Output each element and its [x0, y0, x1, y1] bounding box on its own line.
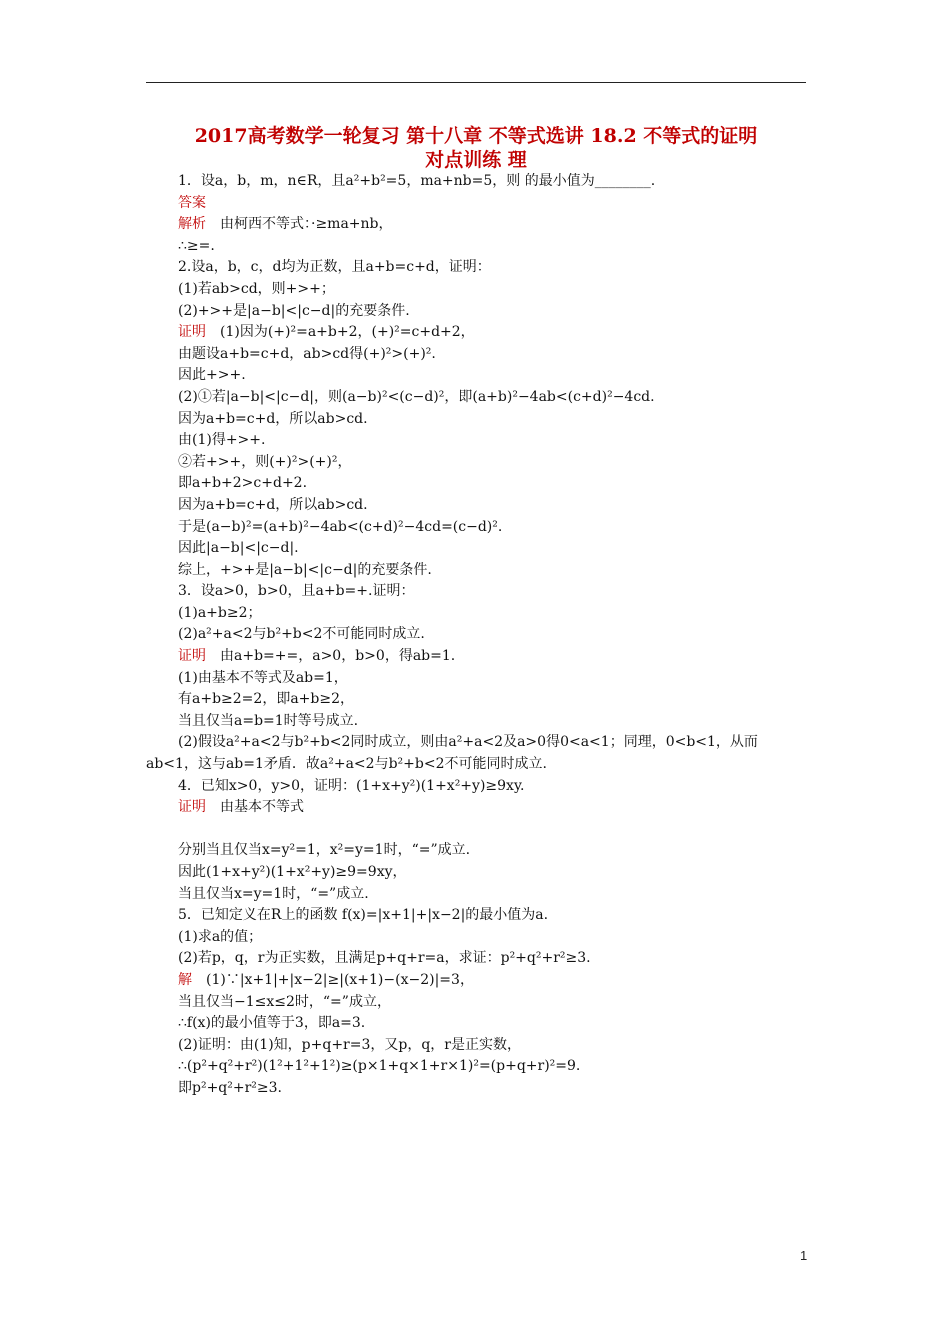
- line-text: 2.设a，b，c，d均为正数，且a+b=c+d，证明：: [178, 259, 491, 276]
- document-title: 2017高考数学一轮复习 第十八章 不等式选讲 18.2 不等式的证明: [194, 125, 758, 147]
- line-text: ∴f(x)的最小值等于3，即a=3.: [178, 1015, 366, 1032]
- text-line: [178, 214, 806, 236]
- line-text: 由a+b=+=，a>0，b>0，得ab=1.: [206, 648, 456, 665]
- line-text: 即p²+q²+r²≥3.: [178, 1079, 283, 1096]
- line-text: 因此+>+.: [178, 367, 246, 384]
- text-line: [178, 992, 806, 1014]
- section-label: 解析: [178, 216, 206, 233]
- line-text: 因为a+b=c+d，所以ab>cd.: [178, 496, 368, 513]
- line-text: (1)因为(+)²=a+b+2，(+)²=c+d+2，: [206, 324, 475, 341]
- line-text: 4．已知x>0，y>0，证明：(1+x+y²)(1+x²+y)≥9xy.: [178, 777, 525, 794]
- text-line: [178, 1078, 806, 1100]
- text-line: [178, 668, 806, 690]
- text-line: [178, 1013, 806, 1035]
- line-text: 由柯西不等式：·≥ma+nb，: [206, 216, 393, 233]
- line-text: (2)证明：由(1)知，p+q+r=3，又p，q，r是正实数，: [178, 1036, 521, 1053]
- line-text: (2)①若|a−b|<|c−d|，则(a−b)²<(c−d)²，即(a+b)²−4ab<(c+d)²−4cd.: [178, 388, 655, 405]
- section-label: 证明: [178, 799, 206, 816]
- text-line: [178, 905, 806, 927]
- text-line: [178, 279, 806, 301]
- text-line: [178, 711, 806, 733]
- line-text: 由题设a+b=c+d，ab>cd得(+)²>(+)².: [178, 345, 436, 362]
- text-line: [178, 797, 806, 819]
- line-text: 因为a+b=c+d，所以ab>cd.: [178, 410, 368, 427]
- page-number: 1: [800, 1248, 808, 1263]
- line-text: 有a+b≥2=2，即a+b≥2，: [178, 691, 354, 708]
- line-text: (1)a+b≥2；: [178, 604, 262, 621]
- line-text: (2)假设a²+a<2与b²+b<2同时成立，则由a²+a<2及a>0得0<a<1；同理，0<b<1，从而: [178, 734, 758, 751]
- line-text: 即a+b+2>c+d+2.: [178, 475, 308, 492]
- header-rule: [146, 82, 806, 83]
- line-text: 当且仅当−1≤x≤2时，“=”成立，: [178, 993, 391, 1010]
- text-line: [178, 884, 806, 906]
- line-text: 3．设a>0，b>0，且a+b=+.证明：: [178, 583, 415, 600]
- line-text: ab<1，这与ab=1矛盾．故a²+a<2与b²+b<2不可能同时成立.: [146, 756, 547, 773]
- line-text: 当且仅当x=y=1时，“=”成立.: [178, 885, 369, 902]
- text-line: [178, 581, 806, 603]
- text-line: [178, 862, 806, 884]
- text-line: [178, 560, 806, 582]
- text-line: [178, 970, 806, 992]
- text-line: [178, 452, 806, 474]
- text-line: [178, 193, 806, 215]
- text-line: [178, 430, 806, 452]
- line-text: (1)求a的值；: [178, 928, 263, 945]
- text-line: [178, 1035, 806, 1057]
- text-line: [178, 840, 806, 862]
- line-text: 由基本不等式: [206, 799, 304, 816]
- text-line: [178, 171, 806, 193]
- text-line: [178, 473, 806, 495]
- text-line: [178, 927, 806, 949]
- line-text: 因此(1+x+y²)(1+x²+y)≥9=9xy，: [178, 864, 407, 880]
- line-text: (2)+>+是|a−b|<|c−d|的充要条件.: [178, 302, 410, 319]
- section-label: 证明: [178, 648, 206, 665]
- text-line: [178, 517, 806, 539]
- text-line: [178, 689, 806, 711]
- text-line: [178, 948, 806, 970]
- section-label: 解: [178, 971, 192, 988]
- line-text: 5．已知定义在R上的函数 f(x)=|x+1|+|x−2|的最小值为a.: [178, 907, 549, 924]
- line-text: 由(1)得+>+.: [178, 432, 266, 449]
- text-line: [178, 732, 806, 754]
- line-text: ②若+>+，则(+)²>(+)²，: [178, 453, 352, 470]
- line-text: ∴(p²+q²+r²)(1²+1²+1²)≥(p×1+q×1+r×1)²=(p+q+r)²=9.: [178, 1058, 581, 1075]
- section-label: 答案: [178, 194, 206, 211]
- line-text: 1．设a，b，m，n∈R，且a²+b²=5，ma+nb=5，则 的最小值为________.: [178, 173, 656, 189]
- document-body: [146, 171, 806, 1100]
- line-text: 于是(a−b)²=(a+b)²−4ab<(c+d)²−4cd=(c−d)².: [178, 518, 503, 535]
- line-text: 综上，+>+是|a−b|<|c−d|的充要条件.: [178, 561, 432, 578]
- line-text: 当且仅当a=b=1时等号成立.: [178, 712, 359, 729]
- text-line: [178, 603, 806, 625]
- line-text: (1)∵|x+1|+|x−2|≥|(x+1)−(x−2)|=3，: [192, 971, 474, 988]
- text-line: [178, 1056, 806, 1078]
- text-line: [178, 387, 806, 409]
- text-line: [178, 538, 806, 560]
- text-line: [178, 409, 806, 431]
- line-text: (2)a²+a<2与b²+b<2不可能同时成立.: [178, 626, 425, 643]
- line-text: ∴≥=.: [178, 237, 215, 254]
- text-line: [178, 301, 806, 323]
- text-line: [178, 819, 806, 841]
- text-line: [178, 646, 806, 668]
- text-line: [178, 495, 806, 517]
- text-line: [178, 236, 806, 258]
- line-text: (1)由基本不等式及ab=1，: [178, 669, 348, 686]
- document-subtitle: 对点训练 理: [425, 149, 527, 171]
- text-line: [146, 754, 806, 776]
- line-text: (1)若ab>cd，则+>+；: [178, 280, 335, 297]
- line-text: 分别当且仅当x=y²=1，x²=y=1时，“=”成立.: [178, 842, 471, 859]
- text-line: [178, 322, 806, 344]
- text-line: [178, 776, 806, 798]
- line-text: (2)若p，q，r为正实数，且满足p+q+r=a，求证：p²+q²+r²≥3.: [178, 950, 591, 967]
- text-line: [178, 365, 806, 387]
- text-line: [178, 344, 806, 366]
- section-label: 证明: [178, 324, 206, 341]
- text-line: [178, 257, 806, 279]
- text-line: [178, 624, 806, 646]
- line-text: 因此|a−b|<|c−d|.: [178, 540, 299, 557]
